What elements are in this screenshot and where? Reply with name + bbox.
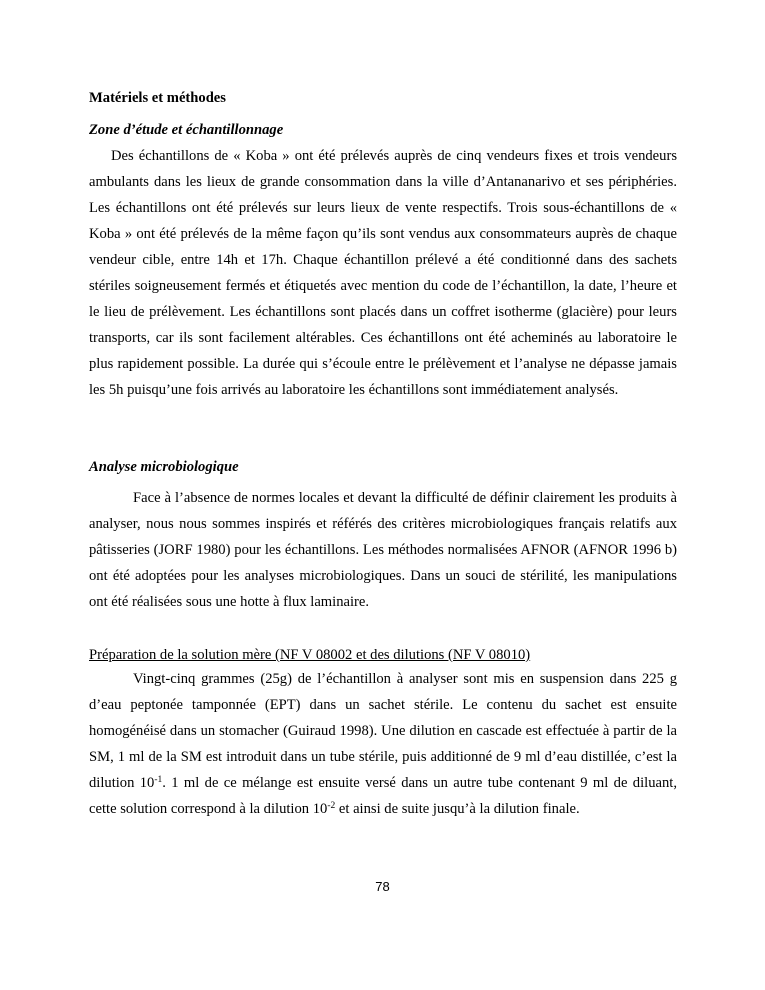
preparation-paragraph — [89, 666, 677, 822]
zone-paragraph: Des échantillons de « Koba » ont été prélevés auprès de cinq vendeurs fixes et trois vendeurs ambulants dans les lieux de grande consommation dans la ville d’Antananarivo et ses périphéries. Les échantillons ont été prélevés sur leurs lieux de vente respectifs. Trois sous-échantillons de « Koba » ont été prélevés de la même façon qu’ils sont vendus aux consommateurs auprès de chaque vendeur cible, entre 14h et 17h. Chaque échantillon prélevé a été conditionné dans des sachets stériles soigneusement fermés et étiquetés avec mention du code de l’échantillon, la date, l’heure et le lieu de prélèvement. Les échantillons sont placés dans un coffret isotherme (glacière) pour leurs transports, car ils sont facilement altérables. Ces échantillons ont été acheminés au laboratoire le plus rapidement possible. La durée qui s’écoule entre le prélèvement et l’analyse ne dépasse jamais les 5h puisqu’une fois arrivés au laboratoire les échantillons sont immédiatement analysés. — [89, 148, 677, 398]
preparation-text-2: . 1 ml de ce mélange est ensuite versé dans un autre tube contenant 9 ml de diluant, cette solution correspond à la dilution 10 — [89, 775, 677, 817]
analyse-heading: Analyse microbiologique — [89, 459, 239, 475]
dilution-exponent-2: -2 — [327, 801, 336, 811]
preparation-text-3: et ainsi de suite jusqu’à la dilution finale. — [335, 801, 580, 817]
preparation-text-1: Vingt-cinq grammes (25g) de l’échantillon à analyser sont mis en suspension dans 225 g d’eau peptonée tamponnée (EPT) dans un sachet stérile. Le contenu du sachet est ensuite homogénéisé dans un stomacher (Guiraud 1998). Une dilution en cascade est effectuée à partir de la SM, 1 ml de la SM est introduit dans un tube stérile, puis additionné de 9 ml d’eau distillée, c’est la dilution 10 — [89, 671, 677, 791]
section-title: Matériels et méthodes — [89, 90, 226, 106]
dilution-exponent-1: -1 — [154, 775, 163, 785]
zone-heading: Zone d’étude et échantillonnage — [89, 122, 284, 138]
page-number: 78 — [375, 879, 390, 894]
analyse-paragraph: Face à l’absence de normes locales et devant la difficulté de définir clairement les produits à analyser, nous nous sommes inspirés et référés des critères microbiologiques français relatifs aux pâtisseries (JORF 1980) pour les échantillons. Les méthodes normalisées AFNOR (AFNOR 1996 b) ont été adoptées pour les analyses microbiologiques. Dans un souci de stérilité, les manipulations ont été réalisées sous une hotte à flux laminaire. — [89, 490, 677, 610]
preparation-heading: Préparation de la solution mère (NF V 08002 et des dilutions (NF V 08010) — [89, 647, 531, 663]
